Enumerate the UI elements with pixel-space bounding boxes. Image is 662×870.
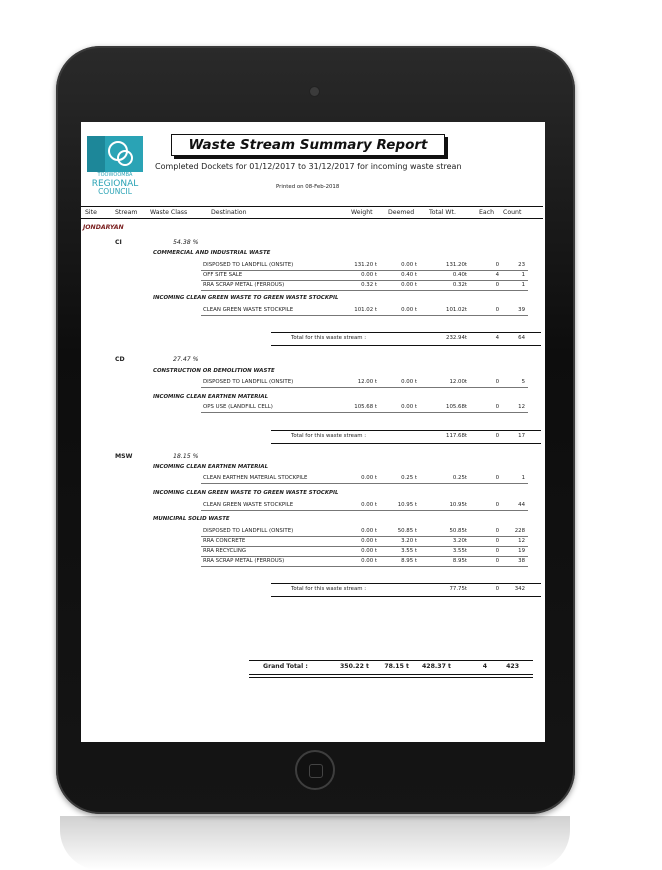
row-weight: 12.00 t	[357, 379, 377, 385]
col-waste-class: Waste Class	[150, 209, 188, 216]
stream-code: CD	[115, 356, 125, 363]
col-stream: Stream	[115, 209, 138, 216]
col-deemed: Deemed	[388, 209, 415, 216]
grand-deemed: 78.15 t	[384, 663, 409, 670]
row-rule	[201, 290, 528, 291]
grand-total-label: Grand Total :	[263, 663, 308, 670]
tablet-reflection	[60, 816, 570, 870]
subtotal-total: 77.75t	[449, 586, 467, 592]
row-destination: RRA SCRAP METAL (FERROUS)	[203, 558, 285, 564]
row-count: 12	[518, 404, 525, 410]
subtotal-rule-bottom	[271, 443, 541, 444]
grand-count: 423	[506, 663, 519, 670]
stream-percent: 27.47 %	[173, 356, 199, 363]
row-total: 101.02t	[446, 307, 467, 313]
subtotal-rule-bottom	[271, 345, 541, 346]
logo-line1: TOOWOOMBA	[97, 172, 133, 178]
subtotal-label: Total for this waste stream :	[291, 586, 367, 592]
row-rule	[201, 280, 528, 281]
home-square-icon	[309, 764, 323, 778]
col-destination: Destination	[211, 209, 247, 216]
row-deemed: 0.00 t	[401, 379, 417, 385]
row-rule	[201, 546, 528, 547]
row-deemed: 3.20 t	[401, 538, 417, 544]
subtotal-label: Total for this waste stream :	[291, 335, 367, 341]
row-deemed: 3.55 t	[401, 548, 417, 554]
row-rule	[201, 483, 528, 484]
waste-class-heading: INCOMING CLEAN EARTHEN MATERIAL	[153, 394, 269, 400]
header-rule-top	[81, 206, 543, 207]
row-total: 105.68t	[446, 404, 467, 410]
row-rule	[201, 566, 528, 567]
grand-rule-bottom2	[249, 677, 533, 678]
row-count: 23	[518, 262, 525, 268]
stream-percent: 54.38 %	[173, 239, 199, 246]
row-rule	[201, 315, 528, 316]
row-rule	[201, 270, 528, 271]
row-weight: 105.68 t	[354, 404, 377, 410]
row-weight: 131.20 t	[354, 262, 377, 268]
row-count: 44	[518, 502, 525, 508]
row-deemed: 0.00 t	[401, 404, 417, 410]
grand-weight: 350.22 t	[340, 663, 369, 670]
subtotal-rule-top	[271, 332, 541, 333]
row-total: 0.32t	[452, 282, 467, 288]
row-weight: 0.00 t	[361, 475, 377, 481]
grand-rule-top	[249, 660, 533, 661]
row-each: 0	[495, 538, 499, 544]
row-each: 0	[495, 548, 499, 554]
col-site: Site	[85, 209, 97, 216]
subtotal-rule-top	[271, 583, 541, 584]
subtotal-count: 342	[514, 586, 525, 592]
row-total: 131.20t	[446, 262, 467, 268]
home-button[interactable]	[295, 750, 335, 790]
stream-code: CI	[115, 239, 122, 246]
stream-percent: 18.15 %	[173, 453, 199, 460]
row-weight: 101.02 t	[354, 307, 377, 313]
grand-total: 428.37 t	[422, 663, 451, 670]
row-each: 0	[495, 262, 499, 268]
row-total: 10.95t	[449, 502, 467, 508]
col-weight: Weight	[351, 209, 373, 216]
row-total: 3.20t	[452, 538, 467, 544]
report-title: Waste Stream Summary Report	[188, 137, 428, 153]
row-each: 0	[495, 379, 499, 385]
waste-class-heading: COMMERCIAL AND INDUSTRIAL WASTE	[153, 250, 271, 256]
row-destination: OFF SITE SALE	[203, 272, 243, 278]
row-total: 50.85t	[449, 528, 467, 534]
row-rule	[201, 412, 528, 413]
row-each: 0	[495, 475, 499, 481]
row-count: 5	[521, 379, 525, 385]
row-deemed: 10.95 t	[397, 502, 417, 508]
row-weight: 0.00 t	[361, 538, 377, 544]
row-destination: DISPOSED TO LANDFILL (ONSITE)	[203, 528, 294, 534]
row-count: 228	[514, 528, 525, 534]
row-destination: CLEAN GREEN WASTE STOCKPILE	[203, 502, 294, 508]
row-destination: DISPOSED TO LANDFILL (ONSITE)	[203, 262, 294, 268]
row-total: 3.55t	[452, 548, 467, 554]
row-deemed: 50.85 t	[397, 528, 417, 534]
row-total: 0.25t	[452, 475, 467, 481]
subtotal-count: 64	[518, 335, 525, 341]
row-deemed: 0.40 t	[401, 272, 417, 278]
council-logo	[87, 136, 143, 196]
row-destination: RRA SCRAP METAL (FERROUS)	[203, 282, 285, 288]
col-total-wt: Total Wt.	[429, 209, 456, 216]
row-destination: OPS USE (LANDFILL CELL)	[203, 404, 273, 410]
stream-code: MSW	[115, 453, 133, 460]
row-count: 1	[521, 475, 525, 481]
row-weight: 0.00 t	[361, 272, 377, 278]
row-each: 0	[495, 528, 499, 534]
row-weight: 0.00 t	[361, 502, 377, 508]
row-each: 0	[495, 282, 499, 288]
row-destination: CLEAN EARTHEN MATERIAL STOCKPILE	[203, 475, 308, 481]
report-screen	[81, 122, 545, 742]
row-deemed: 0.25 t	[401, 475, 417, 481]
row-destination: DISPOSED TO LANDFILL (ONSITE)	[203, 379, 294, 385]
row-weight: 0.00 t	[361, 548, 377, 554]
row-weight: 0.00 t	[361, 528, 377, 534]
row-each: 0	[495, 404, 499, 410]
row-rule	[201, 510, 528, 511]
waste-class-heading: INCOMING CLEAN GREEN WASTE TO GREEN WASTE STOCKPIL	[153, 295, 339, 301]
row-weight: 0.32 t	[361, 282, 377, 288]
row-deemed: 0.00 t	[401, 307, 417, 313]
subtotal-count: 17	[518, 433, 525, 439]
camera-icon	[310, 87, 319, 96]
row-count: 1	[521, 272, 525, 278]
row-weight: 0.00 t	[361, 558, 377, 564]
row-count: 1	[521, 282, 525, 288]
subtotal-each: 0	[495, 433, 499, 439]
subtotal-each: 4	[495, 335, 499, 341]
waste-class-heading: CONSTRUCTION OR DEMOLITION WASTE	[153, 368, 275, 374]
row-destination: CLEAN GREEN WASTE STOCKPILE	[203, 307, 294, 313]
row-each: 4	[495, 272, 499, 278]
row-rule	[201, 536, 528, 537]
row-total: 0.40t	[452, 272, 467, 278]
printed-date: Printed on 08-Feb-2018	[276, 184, 340, 190]
col-count: Count	[503, 209, 522, 216]
header-rule-bottom	[81, 218, 543, 219]
site-name: JONDARYAN	[83, 224, 124, 231]
subtotal-total: 232.94t	[446, 335, 467, 341]
logo-line3: COUNCIL	[98, 187, 132, 196]
row-destination: RRA CONCRETE	[203, 538, 246, 544]
row-count: 39	[518, 307, 525, 313]
row-each: 0	[495, 558, 499, 564]
grand-each: 4	[482, 663, 487, 670]
row-total: 12.00t	[449, 379, 467, 385]
waste-class-heading: INCOMING CLEAN EARTHEN MATERIAL	[153, 464, 269, 470]
row-destination: RRA RECYCLING	[203, 548, 247, 554]
grand-rule-bottom1	[249, 674, 533, 675]
row-count: 38	[518, 558, 525, 564]
row-rule	[201, 556, 528, 557]
col-each: Each	[479, 209, 495, 216]
row-each: 0	[495, 307, 499, 313]
subtotal-rule-top	[271, 430, 541, 431]
report-subtitle: Completed Dockets for 01/12/2017 to 31/12/2017 for incoming waste strean	[155, 162, 462, 171]
waste-class-heading: INCOMING CLEAN GREEN WASTE TO GREEN WASTE STOCKPIL	[153, 490, 339, 496]
subtotal-rule-bottom	[271, 596, 541, 597]
row-rule	[201, 387, 528, 388]
row-total: 8.95t	[452, 558, 467, 564]
row-count: 19	[518, 548, 525, 554]
waste-class-heading: MUNICIPAL SOLID WASTE	[153, 516, 230, 522]
logo-line2: REGIONAL	[91, 179, 139, 189]
subtotal-label: Total for this waste stream :	[291, 433, 367, 439]
row-each: 0	[495, 502, 499, 508]
report-title-box	[171, 134, 445, 156]
subtotal-total: 117.68t	[446, 433, 467, 439]
row-count: 12	[518, 538, 525, 544]
row-deemed: 0.00 t	[401, 282, 417, 288]
subtotal-each: 0	[495, 586, 499, 592]
row-deemed: 8.95 t	[401, 558, 417, 564]
row-deemed: 0.00 t	[401, 262, 417, 268]
